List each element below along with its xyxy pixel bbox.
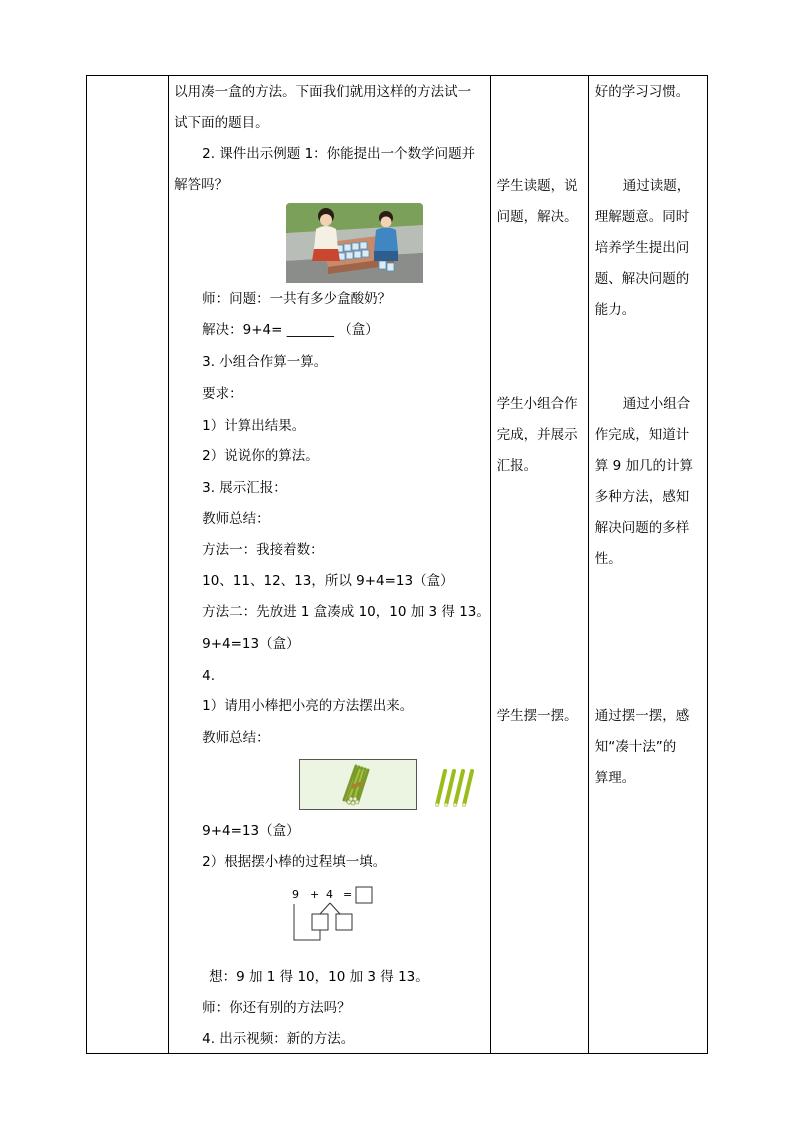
text-line: 3. 展示汇报： xyxy=(202,480,287,496)
text-line: 能力。 xyxy=(594,302,636,318)
text-line: 2. 课件出示例题 1：你能提出一个数学问题并 xyxy=(202,146,476,162)
text-line: 4. xyxy=(202,668,216,684)
make-ten-diagram xyxy=(286,884,386,954)
text-line: 以用凑一盒的方法。下面我们就用这样的方法试一 xyxy=(174,84,472,100)
text-line: 2）根据摆小棒的过程填一填。 xyxy=(202,854,387,870)
text-line: 解决问题的多样 xyxy=(594,520,690,536)
text-line: 汇报。 xyxy=(496,458,538,474)
text-line: 1）计算出结果。 xyxy=(202,418,306,434)
blank-column xyxy=(87,76,169,1054)
text-line: 10、11、12、13，所以 9+4=13（盒） xyxy=(202,573,454,589)
text-line: 好的学习习惯。 xyxy=(594,84,690,100)
text-line: 试下面的题目。 xyxy=(174,115,269,131)
text-line: 通过读题， xyxy=(622,178,691,194)
text-line: 4. 出示视频：新的方法。 xyxy=(202,1031,355,1047)
text-line: 学生小组合作 xyxy=(496,396,578,412)
text-line: 解答吗？ xyxy=(174,177,229,193)
text-line: 学生读题，说 xyxy=(496,178,578,194)
text-line: 师：你还有别的方法吗？ xyxy=(202,1000,351,1016)
text-line: 通过摆一摆，感 xyxy=(594,708,690,724)
counting-sticks-illustration xyxy=(299,759,489,811)
answer-box xyxy=(356,887,372,903)
children-yogurt-illustration xyxy=(286,203,423,283)
student-activity-column xyxy=(490,76,588,1054)
text-line: 算 9 加几的计算 xyxy=(594,458,693,474)
text-line: 培养学生提出问 xyxy=(594,240,690,256)
text-line: 知“凑十法”的 xyxy=(594,739,677,755)
text-line: 完成，并展示 xyxy=(496,427,578,443)
text-line: 9+4=13（盒） xyxy=(202,636,300,652)
text-line: 解决：9+4= _______ （盒） xyxy=(202,322,379,338)
text-line: 2）说说你的算法。 xyxy=(202,448,319,464)
text-line: 学生摆一摆。 xyxy=(496,708,578,724)
text-line: 教师总结： xyxy=(202,730,270,746)
text-line: 通过小组合 xyxy=(622,396,691,412)
text-line: 算理。 xyxy=(594,770,636,786)
design-intent-column xyxy=(588,76,707,1054)
text-line: 1）请用小棒把小亮的方法摆出来。 xyxy=(202,698,414,714)
diagram-plus: + xyxy=(310,888,320,901)
text-line: 多种方法，感知 xyxy=(594,489,690,505)
split-box-right xyxy=(336,914,352,930)
text-line: 3. 小组合作算一算。 xyxy=(202,354,328,370)
text-line: 方法一：我接着数： xyxy=(202,542,324,558)
diagram-equals: = xyxy=(343,888,353,901)
teaching-process-column xyxy=(169,76,491,1054)
diagram-number-9: 9 xyxy=(292,888,300,901)
text-line: 教师总结： xyxy=(202,511,270,527)
split-box-left xyxy=(312,914,328,930)
lesson-plan-table xyxy=(86,75,708,1054)
diagram-number-4: 4 xyxy=(326,888,334,901)
text-line: 理解题意。同时 xyxy=(594,209,690,225)
text-line: 想：9 加 1 得 10，10 加 3 得 13。 xyxy=(209,969,429,985)
text-line: 问题，解决。 xyxy=(496,209,578,225)
text-line: 师：问题：一共有多少盒酸奶？ xyxy=(202,291,392,307)
text-line: 题、解决问题的 xyxy=(594,271,690,287)
text-line: 性。 xyxy=(594,551,622,567)
text-line: 9+4=13（盒） xyxy=(202,823,300,839)
text-line: 要求： xyxy=(202,386,243,402)
text-line: 方法二：先放进 1 盒凑成 10，10 加 3 得 13。 xyxy=(202,604,490,620)
text-line: 作完成，知道计 xyxy=(594,427,690,443)
